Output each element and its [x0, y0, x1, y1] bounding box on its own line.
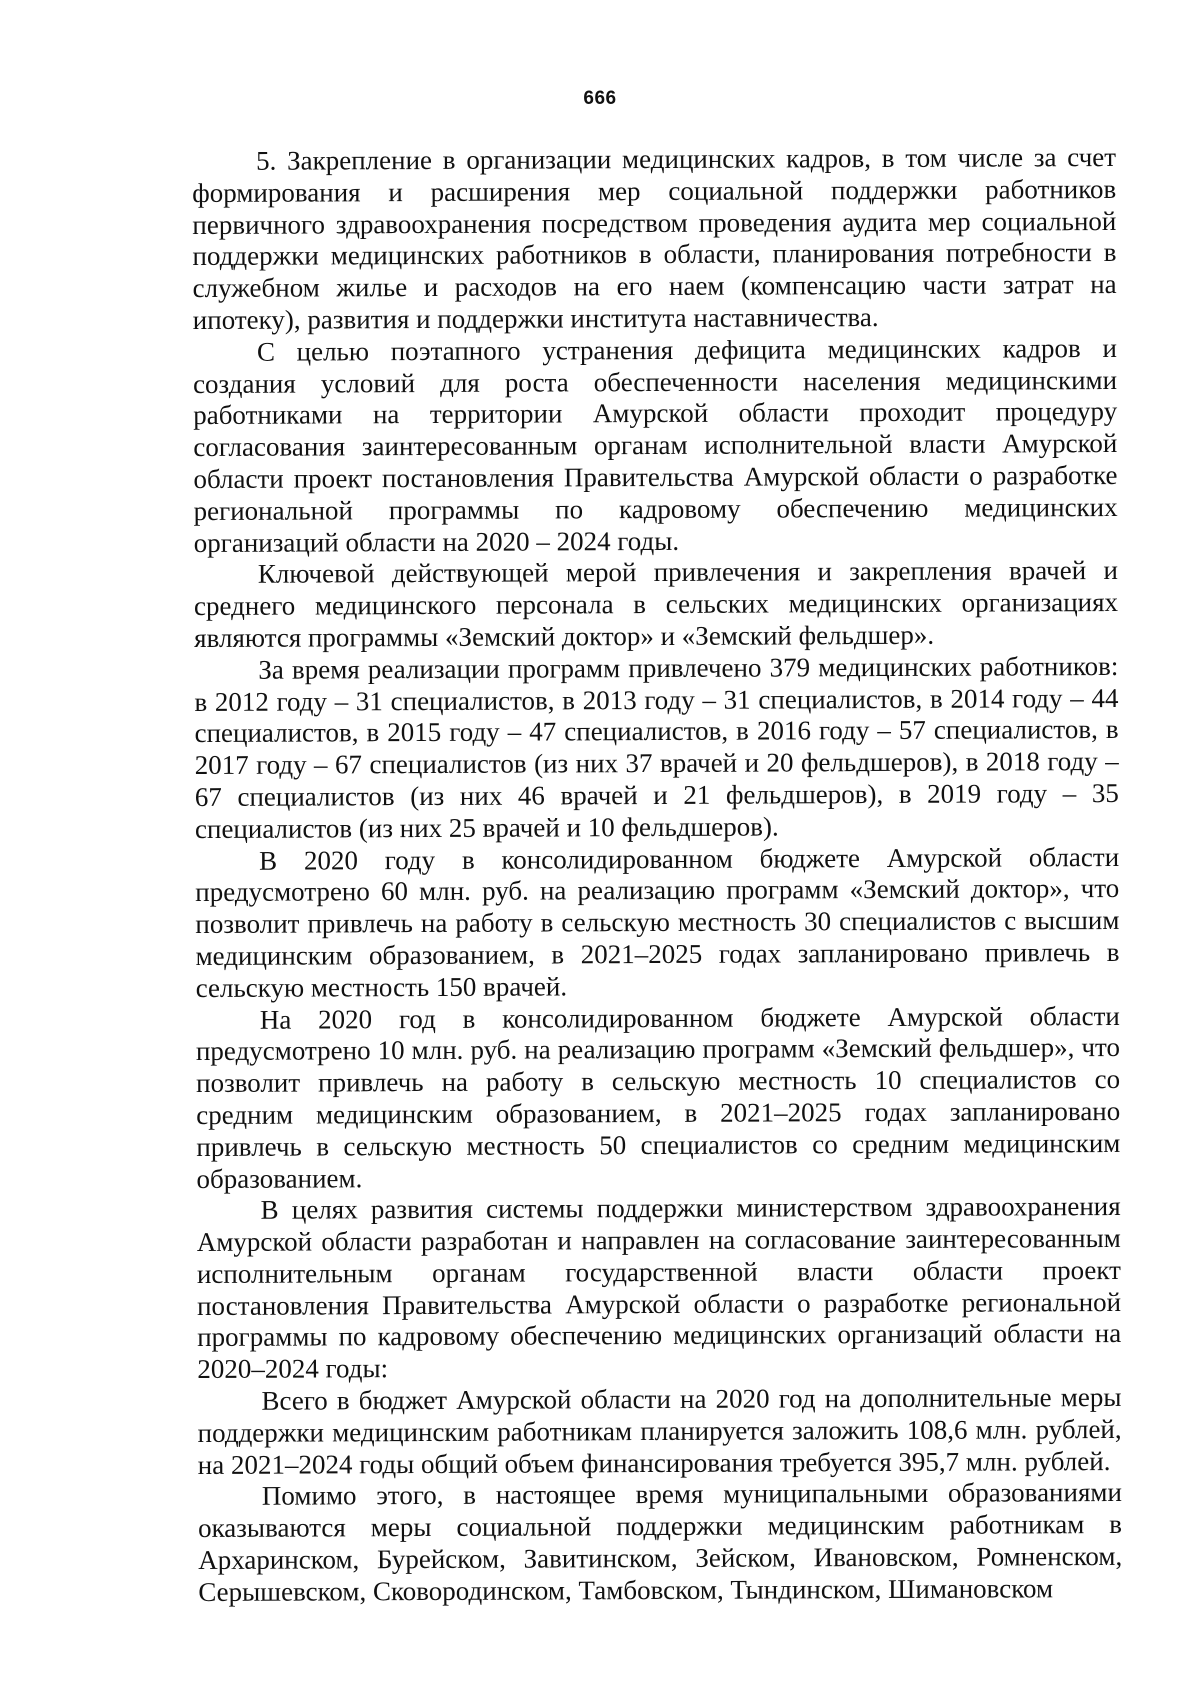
paragraph-zemsky-programs: Ключевой действующей мерой привлечения и закрепления врачей и среднего медицинского персонала в сельских медицинских организациях являются программы «Земский доктор» и «Земский фельдшер».: [193, 555, 1119, 653]
paragraph-municipal-support: Помимо этого, в настоящее время муниципальными образованиями оказываются меры социальной поддержки медицинским работникам в Архаринском, Бурейском, Завитинском, Зейском, Ивановском, Ромненском, Серышевском, Сковородинском, Тамбовском, Тындинском, Шимановском: [197, 1477, 1123, 1607]
paragraph-funding-totals: Всего в бюджет Амурской области на 2020 год на дополнительные меры поддержки медицинским работникам планируется заложить 108,6 млн. рублей, на 2021–2024 годы общий объем финансирования требуется 395,7 млн. рублей.: [197, 1382, 1122, 1480]
paragraph-zemsky-doctor-budget: В 2020 году в консолидированном бюджете Амурской области предусмотрено 60 млн. руб. на реализацию программ «Земский доктор», что позволит привлечь на работу в сельскую местность 30 специалистов с высшим медицинским образованием, в 2021–2025 годах запланировано привлечь в сельскую местность 150 врачей.: [195, 841, 1120, 1003]
paragraph-staff-shortage: С целью поэтапного устранения дефицита медицинских кадров и создания условий для роста обеспеченности населения медицинскими работниками на территории Амурской области проходит процедуру согласования заинтересованным органам исполнительной власти Амурской области проект постановления Правительства Амурской области о разработке региональной программы по кадровому обеспечению медицинских организаций области на 2020 – 2024 годы.: [192, 332, 1118, 558]
paragraph-recruitment-stats: За время реализации программ привлечено 379 медицинских работников: в 2012 году – 31 специалистов, в 2013 году – 31 специалистов, в 2014 году – 44 специалистов, в 2015 году – 47 специалистов, в 2016 году – 57 специалистов, в 2017 году – 67 специалистов (из них 37 врачей и 20 фельдшеров), в 2018 году – 67 специалистов (из них 46 врачей и 21 фельдшеров), в 2019 году – 35 специалистов (из них 25 врачей и 10 фельдшеров).: [194, 650, 1119, 844]
page-number: 666: [583, 88, 617, 109]
paragraph-support-system: В целях развития системы поддержки министерством здравоохранения Амурской области разработан и направлен на согласование заинтересованным исполнительным органам государственной власти области проект постановления Правительства Амурской области о разработке региональной программы по кадровому обеспечению медицинских организаций области на 2020–2024 годы:: [196, 1191, 1122, 1385]
paragraph-staff-retention: 5. Закрепление в организации медицинских кадров, в том числе за счет формирования и расширения мер социальной поддержки работников первичного здравоохранения посредством проведения аудита мер социальной поддержки медицинских работников в области, планирования потребности в служебном жилье и расходов на его наем (компенсацию части затрат на ипотеку), развития и поддержки института наставничества.: [192, 141, 1117, 335]
paragraph-zemsky-feldsher-budget: На 2020 год в консолидированном бюджете Амурской области предусмотрено 10 млн. руб. на реализацию программ «Земский фельдшер», что позволит привлечь на работу в сельскую местность 10 специалистов со средним медицинским образованием, в 2021–2025 годах запланировано привлечь в сельскую местность 50 специалистов со средним медицинским образованием.: [195, 1000, 1121, 1194]
document-body: [192, 142, 1122, 1609]
